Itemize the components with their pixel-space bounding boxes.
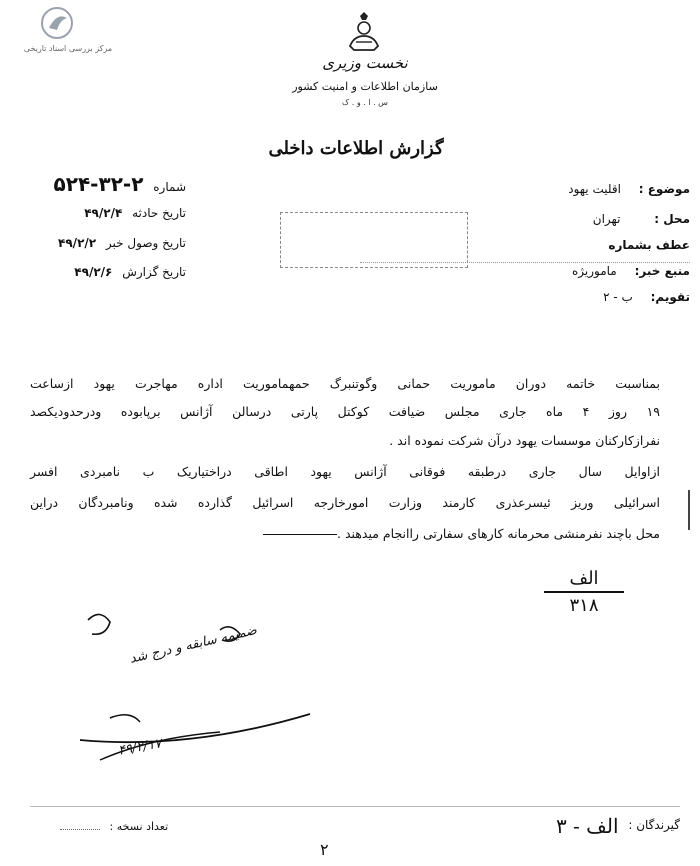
closing-dash [263, 534, 337, 535]
org-name: نخست وزیری [322, 54, 408, 72]
meta-source: منبع خبر: ماموریژه [571, 264, 690, 278]
body-line-3: نفرازکارکنان موسسات یهود درآن شرکت نموده اند . [389, 433, 660, 448]
body-line-1: بمناسبت خاتمه دوران ماموریت حمانی وگوتنبرگ حمهماموریت اداره مهاجرت یهود ازساعت [30, 376, 660, 391]
lion-sun-emblem-icon [346, 12, 382, 54]
margin-mark [688, 490, 698, 530]
code-top: الف [569, 568, 599, 589]
meta-number: شماره ۲-۳۲-۵۲۴ [53, 172, 186, 196]
archive-logo-icon [40, 6, 74, 40]
handwritten-note: ضمیمه سابقه و درج شد [128, 622, 259, 667]
body-line-4: ازاوایل سال جاری درطبقه فوقانی آژانس یهود اطاقی دراختیاریک ب نامبردی افسر [30, 464, 660, 479]
meta-reference: عطف بشماره [608, 238, 690, 252]
page-number: ۲ [320, 840, 329, 859]
stamp-area [280, 212, 468, 268]
document-title: گزارش اطلاعات داخلی [268, 138, 444, 159]
handwritten-date: ۴۹/۲/۱۷ [117, 736, 163, 759]
body-line-2: ۱۹ روز ۴ ماه جاری مجلس ضیافت کوکتل پارتی درسالن آژانس برپابوده ودرحدودیکصد [30, 404, 660, 419]
body-line-5: اسرائیلی وریز ئیسرعذری کارمند وزارت امورخارجه اسرائیل گذارده شده ونامبردگان دراین [30, 495, 660, 510]
meta-event-date: تاریخ حادثه ۴۹/۲/۴ [84, 206, 186, 220]
watermark-text: مرکز بررسی اسناد تاریخی [23, 44, 113, 53]
org-acronym: س . ا . و . ک [342, 98, 388, 107]
divider-line [360, 262, 690, 264]
meta-rating: تقویم: ب - ۲ [603, 290, 690, 304]
meta-subject: موضوع : اقلیت یهود [568, 182, 690, 196]
meta-report-date: تاریخ گزارش ۴۹/۲/۶ [74, 265, 186, 279]
footer-rule [30, 806, 680, 807]
meta-place: محل : تهران [592, 212, 690, 226]
code-bottom: ۳۱۸ [569, 595, 599, 616]
number-value: ۲-۳۲-۵۲۴ [53, 172, 144, 196]
recipients-value: الف - ۳ [555, 814, 619, 838]
handwritten-code [544, 568, 624, 616]
org-subname: سازمان اطلاعات و امنیت کشور [292, 80, 438, 93]
handwritten-scribble [70, 600, 330, 770]
footer-recipients: گیرندگان : الف - ۳ [555, 814, 680, 838]
meta-received-date: تاریخ وصول خبر ۴۹/۲/۲ [58, 236, 186, 250]
body-line-6: محل باچند نفرمنشی محرمانه کارهای سفارتی راانجام میدهند . [30, 528, 660, 541]
footer-copies: تعداد نسخه : [60, 820, 168, 833]
code-bar [544, 591, 624, 593]
